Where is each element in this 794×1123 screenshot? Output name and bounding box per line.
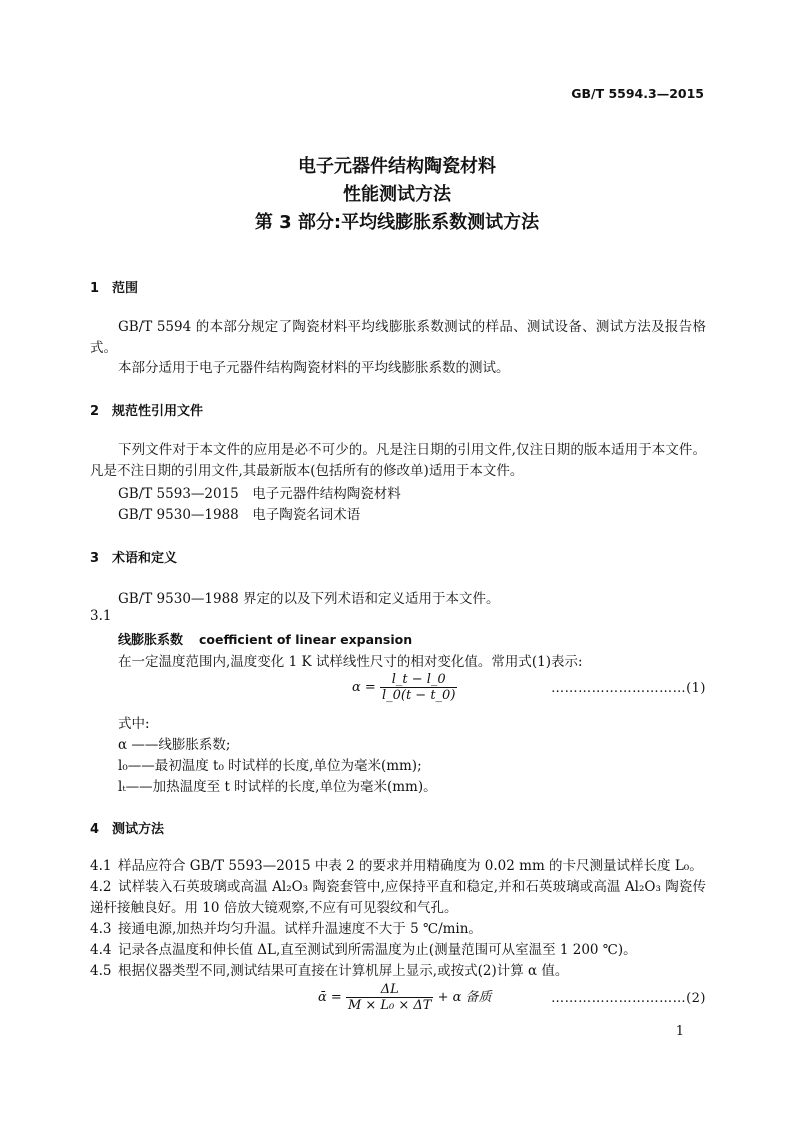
section-1-paragraph-2: 本部分适用于电子元器件结构陶瓷材料的平均线膨胀系数的测试。	[118, 360, 510, 376]
title-line-3: 第 3 部分:平均线膨胀系数测试方法	[254, 212, 540, 233]
equation-2-number: …………………………(2)	[551, 991, 706, 1006]
standard-code-header: GB/T 5594.3—2015	[571, 86, 704, 101]
term-definition: 在一定温度范围内,温度变化 1 K 试样线性尺寸的相对变化值。常用式(1)表示:	[118, 654, 583, 670]
clause-text: 样品应符合 GB/T 5593—2015 中表 2 的要求并用精确度为 0.02 mm 的卡尺测量试样长度 L₀。	[118, 858, 703, 874]
section-3-paragraph-1: GB/T 9530—1988 界定的以及下列术语和定义适用于本文件。	[118, 591, 500, 607]
equation-1-denominator: l_0(t − t_0)	[381, 688, 456, 703]
clause-4-1	[90, 856, 706, 877]
clause-text: 接通电源,加热并均匀升温。试样升温速度不大于 5 ℃/min。	[118, 921, 482, 937]
section-number: 1	[90, 281, 100, 296]
term-chinese: 线膨胀系数	[118, 633, 184, 648]
section-2-heading	[90, 400, 203, 419]
section-title: 测试方法	[112, 822, 165, 837]
clause-3-1-number: 3.1	[90, 608, 112, 624]
equation-1-fraction	[380, 672, 457, 703]
term-heading	[118, 629, 412, 648]
equation-1	[352, 672, 457, 703]
section-title: 规范性引用文件	[112, 404, 204, 419]
title-line-1: 电子元器件结构陶瓷材料	[298, 156, 496, 177]
equation-1-number: …………………………(1)	[551, 681, 706, 696]
equation-2	[318, 982, 492, 1013]
section-1-heading	[90, 277, 138, 296]
clause-number: 4.4	[90, 942, 112, 958]
clause-4-4	[90, 940, 706, 961]
term-english: coefficient of linear expansion	[199, 632, 413, 647]
clause-number: 4.1	[90, 858, 112, 874]
clause-number: 4.5	[90, 963, 112, 979]
title-line-2: 性能测试方法	[343, 184, 451, 205]
where-label: 式中:	[118, 716, 150, 732]
symbol-definition-lt: lₜ——加热温度至 t 时试样的长度,单位为毫米(mm)。	[118, 779, 437, 795]
clause-4-3	[90, 919, 706, 940]
section-title: 范围	[112, 281, 139, 296]
equation-2-denominator: M × L₀ × ΔT	[347, 998, 432, 1013]
reference-2: GB/T 9530—1988 电子陶瓷名词术语	[118, 507, 361, 523]
equation-2-lhs: ᾱ =	[318, 990, 342, 1005]
clause-number: 4.2	[90, 879, 112, 895]
clause-text: 根据仪器类型不同,测试结果可直接在计算机屏上显示,或按式(2)计算 α 值。	[118, 963, 569, 979]
section-4-heading	[90, 818, 164, 837]
page-number: 1	[675, 1024, 684, 1039]
section-1-paragraph-1: GB/T 5594 的本部分规定了陶瓷材料平均线膨胀系数测试的样品、测试设备、测试方法及报告格式。	[90, 319, 706, 356]
section-number: 3	[90, 551, 100, 566]
equation-1-numerator: l_t − l_0	[380, 672, 457, 688]
symbol-definition-alpha: α ——线膨胀系数;	[118, 737, 231, 753]
clause-text: 试样装入石英玻璃或高温 Al₂O₃ 陶瓷套管中,应保持平直和稳定,并和石英玻璃或高温 Al₂O₃ 陶瓷传递杆接触良好。用 10 倍放大镜观察,不应有可见裂纹和气孔。	[90, 879, 706, 916]
clause-number: 4.3	[90, 921, 112, 937]
clause-4-2	[90, 877, 706, 919]
section-2-paragraph-1: 下列文件对于本文件的应用是必不可少的。凡是注日期的引用文件,仅注日期的版本适用于本文件。凡是不注日期的引用文件,其最新版本(包括所有的修改单)适用于本文件。	[90, 442, 706, 479]
clause-text: 记录各点温度和伸长值 ΔL,直至测试到所需温度为止(测量范围可从室温至 1 200 ℃)。	[118, 942, 637, 958]
symbol-definition-l0: l₀——最初温度 t₀ 时试样的长度,单位为毫米(mm);	[118, 758, 422, 774]
equation-2-tail: + α 备质	[437, 990, 492, 1005]
section-number: 2	[90, 404, 100, 419]
section-3-heading	[90, 547, 177, 566]
equation-2-numerator: ΔL	[346, 982, 434, 998]
section-title: 术语和定义	[112, 551, 178, 566]
clause-4-5	[90, 961, 706, 982]
section-number: 4	[90, 822, 100, 837]
equation-2-fraction	[346, 982, 434, 1013]
reference-1: GB/T 5593—2015 电子元器件结构陶瓷材料	[118, 486, 401, 502]
equation-1-lhs: α =	[352, 680, 376, 695]
